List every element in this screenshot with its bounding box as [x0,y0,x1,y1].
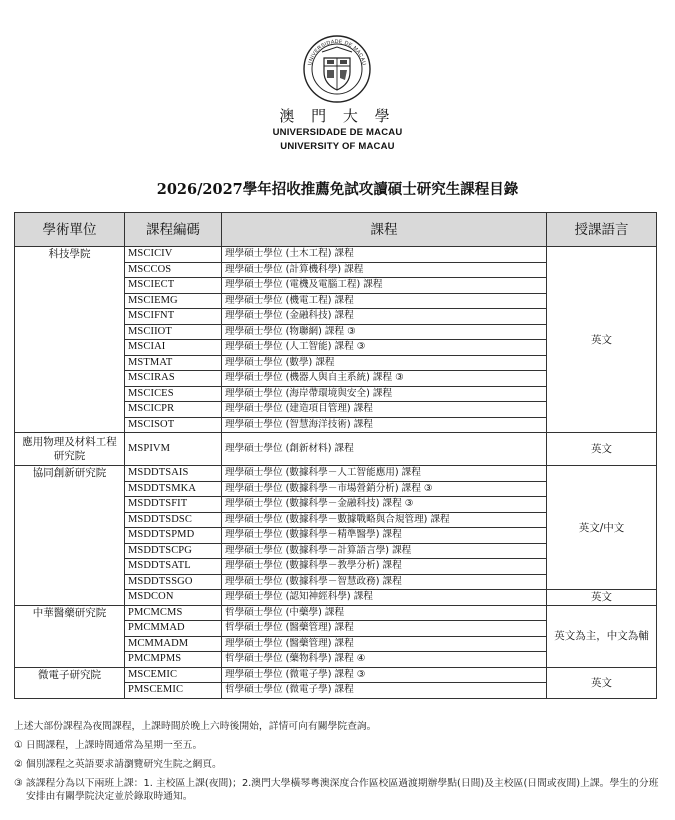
language-cell: 英文 [547,247,657,433]
code-cell: MCMMADM [125,636,222,652]
code-cell: MSCICIV [125,247,222,263]
table-row [15,247,657,263]
code-cell: MSCIAI [125,340,222,356]
code-cell: MSDCON [125,590,222,606]
note-2: ② 個別課程之英語要求請瀏覽研究生院之網頁。 [14,759,222,770]
course-cell: 理學碩士學位 (數據科學－市場營銷分析) 課程 ③ [222,481,547,497]
language-cell: 英文 [547,667,657,698]
course-cell: 理學碩士學位 (數據科學－智慧政務) 課程 [222,574,547,590]
unit-cell: 中華醫藥研究院 [15,605,125,667]
table-row [15,605,657,621]
course-cell: 哲學碩士學位 (醫藥管理) 課程 [222,621,547,637]
code-cell: MSDDTSMKA [125,481,222,497]
code-cell: MSCIFNT [125,309,222,325]
code-cell: MSTMAT [125,355,222,371]
course-cell: 理學碩士學位 (數據科學－人工智能應用) 課程 [222,466,547,482]
footnotes [14,720,662,809]
language-cell: 英文 [547,433,657,466]
page-title: 2026/2027學年招收推薦免試攻讀碩士研究生課程目錄 [156,181,519,198]
university-seal-icon [302,34,372,104]
header-code: 課程編碼 [125,213,222,247]
course-cell: 哲學碩士學位 (藥物科學) 課程 ④ [222,652,547,668]
course-cell: 理學碩士學位 (數據科學－計算語言學) 課程 [222,543,547,559]
course-cell: 理學碩士學位 (數學) 課程 [222,355,547,371]
course-cell: 哲學碩士學位 (中藥學) 課程 [222,605,547,621]
unit-cell: 微電子研究院 [15,667,125,698]
code-cell: MSCIRAS [125,371,222,387]
course-cell: 理學碩士學位 (數據科學－金融科技) 課程 ③ [222,497,547,513]
course-cell: 理學碩士學位 (建造項目管理) 課程 [222,402,547,418]
course-cell: 理學碩士學位 (醫藥管理) 課程 [222,636,547,652]
course-cell: 理學碩士學位 (人工智能) 課程 ③ [222,340,547,356]
unit-cell: 科技學院 [15,247,125,433]
course-cell: 理學碩士學位 (海岸帶環境與安全) 課程 [222,386,547,402]
program-table [14,212,657,699]
code-cell: MSDDTSDSC [125,512,222,528]
code-cell: MSDDTSPMD [125,528,222,544]
course-cell: 理學碩士學位 (機器人與自主系統) 課程 ③ [222,371,547,387]
code-cell: MSDDTSCPG [125,543,222,559]
course-cell: 理學碩士學位 (機電工程) 課程 [222,293,547,309]
table-row [15,466,657,482]
university-portuguese-name: UNIVERSIDADE DE MACAU [272,127,403,138]
course-cell: 理學碩士學位 (認知神經科學) 課程 [222,590,547,606]
language-cell: 英文 [547,590,657,606]
course-cell: 理學碩士學位 (計算機科學) 課程 [222,262,547,278]
note-general: 上述大部份課程為夜間課程，上課時間於晚上六時後開始，詳情可向有關學院查詢。 [14,721,377,732]
seal-text: UNIVERSIDADE DE MACAU [307,38,367,67]
header-language: 授課語言 [547,213,657,247]
course-cell: 理學碩士學位 (創新材料) 課程 [222,433,547,466]
code-cell: MSCIEMG [125,293,222,309]
table-header-row [15,213,657,247]
course-cell: 理學碩士學位 (智慧海洋技術) 課程 [222,417,547,433]
code-cell: MSDDTSSGO [125,574,222,590]
course-cell: 理學碩士學位 (金融科技) 課程 [222,309,547,325]
code-cell: MSDDTSFIT [125,497,222,513]
table-row [15,433,657,466]
code-cell: MSCEMIC [125,667,222,683]
code-cell: MSCCOS [125,262,222,278]
header-course: 課程 [222,213,547,247]
code-cell: PMCMPMS [125,652,222,668]
note-3: ③ 該課程分為以下兩班上課：1. 主校區上課(夜間)；2.澳門大學橫琴粵澳深度合作區校區過渡期辦學點(日間)及主校區(日間或夜間)上課。學生的分班安排由有關學院決定並於錄取時通知。 [14,778,659,802]
language-cell: 英文/中文 [547,466,657,590]
course-cell: 哲學碩士學位 (微電子學) 課程 [222,683,547,699]
course-cell: 理學碩士學位 (數據科學－精準醫學) 課程 [222,528,547,544]
code-cell: MSDDTSAIS [125,466,222,482]
course-cell: 理學碩士學位 (土木工程) 課程 [222,247,547,263]
code-cell: MSCICES [125,386,222,402]
university-english-name: UNIVERSITY OF MACAU [280,141,395,152]
code-cell: PMSCEMIC [125,683,222,699]
code-cell: MSPIVM [125,433,222,466]
unit-cell: 應用物理及材料工程研究院 [15,433,125,466]
course-cell: 理學碩士學位 (微電子學) 課程 ③ [222,667,547,683]
course-cell: 理學碩士學位 (數據科學－數據戰略與合規管理) 課程 [222,512,547,528]
code-cell: PMCMCMS [125,605,222,621]
course-cell: 理學碩士學位 (電機及電腦工程) 課程 [222,278,547,294]
university-chinese-name: 澳 門 大 學 [279,107,396,125]
code-cell: MSDDTSATL [125,559,222,575]
note-1: ① 日間課程，上課時間通常為星期一至五。 [14,740,203,751]
code-cell: MSCIIOT [125,324,222,340]
code-cell: MSCISOT [125,417,222,433]
course-cell: 理學碩士學位 (數據科學－教學分析) 課程 [222,559,547,575]
code-cell: PMCMMAD [125,621,222,637]
table-row [15,667,657,683]
course-cell: 理學碩士學位 (物聯網) 課程 ③ [222,324,547,340]
header-unit: 學術單位 [15,213,125,247]
code-cell: MSCIECT [125,278,222,294]
code-cell: MSCICPR [125,402,222,418]
language-cell: 英文為主，中文為輔 [547,605,657,667]
unit-cell: 協同創新研究院 [15,466,125,606]
